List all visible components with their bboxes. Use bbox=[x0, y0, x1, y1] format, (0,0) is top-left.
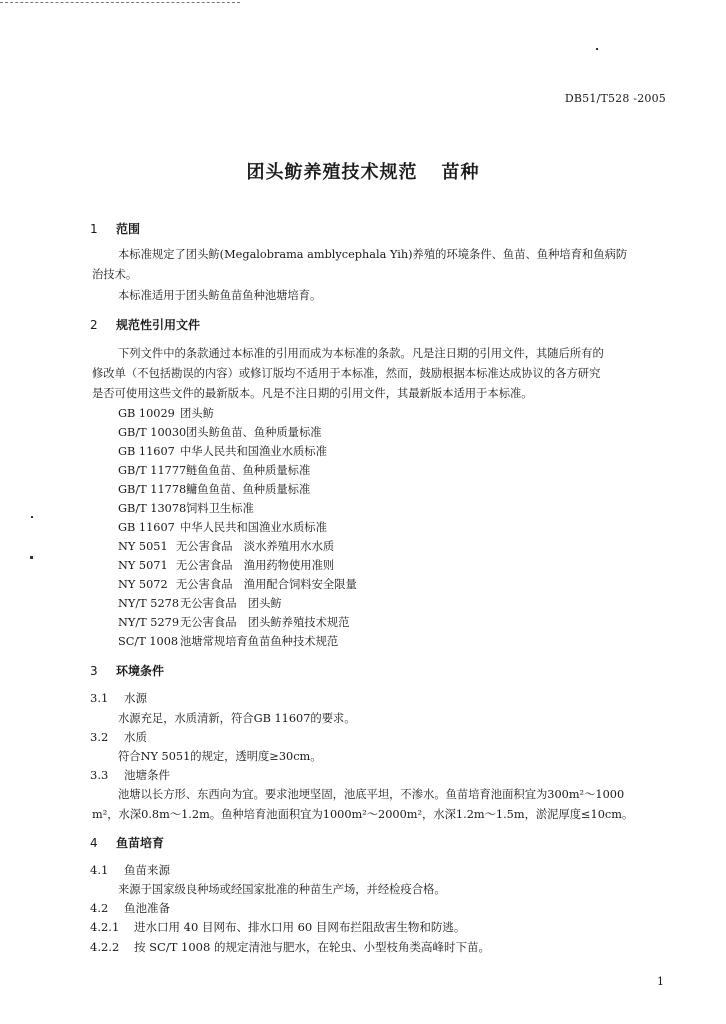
section-4-2-heading: 4.2 鱼池准备 bbox=[90, 901, 170, 915]
reference-item: GB 11607 中华人民共和国渔业水质标准 bbox=[118, 445, 327, 458]
section-1-paragraph-1-line-1: 本标准规定了团头鲂(Megalobrama amblycephala Yih)养殖的环境条件、鱼苗、鱼种培育和鱼病防 bbox=[118, 248, 628, 261]
section-4-1-text: 来源于国家级良种场或经国家批准的种苗生产场，并经检疫合格。 bbox=[118, 883, 446, 896]
reference-item: NY 5071 无公害食品 渔用药物使用准则 bbox=[118, 559, 335, 572]
section-4-1-heading: 4.1 鱼苗来源 bbox=[90, 863, 170, 877]
section-2-heading: 2 规范性引用文件 bbox=[90, 318, 201, 332]
reference-item: GB 11607 中华人民共和国渔业水质标准 bbox=[118, 521, 327, 534]
reference-item: GB/T 10030团头鲂鱼苗、鱼种质量标准 bbox=[118, 426, 322, 439]
reference-item: SC/T 1008 池塘常规培育鱼苗鱼种技术规范 bbox=[118, 635, 339, 648]
section-4-2-1: 4.2.1 进水口用 40 目网布、排水口用 60 目网布拦阻敌害生物和防逃。 bbox=[90, 920, 466, 934]
section-4-heading: 4 鱼苗培育 bbox=[90, 836, 165, 850]
section-1-paragraph-1-line-2: 治技术。 bbox=[92, 268, 138, 281]
scan-speck bbox=[30, 556, 33, 559]
section-3-2-text: 符合NY 5051的规定，透明度≥30cm。 bbox=[118, 750, 322, 763]
scan-speck bbox=[596, 48, 598, 50]
standard-number: DB51/T528 -2005 bbox=[564, 92, 666, 105]
section-3-3-heading: 3.3 池塘条件 bbox=[90, 768, 170, 782]
section-3-heading: 3 环境条件 bbox=[90, 664, 165, 678]
section-2-intro-line-1: 下列文件中的条款通过本标准的引用而成为本标准的条款。凡是注日期的引用文件，其随后所有的 bbox=[118, 347, 604, 360]
page-number: 1 bbox=[657, 975, 664, 988]
reference-item: NY 5051 无公害食品 淡水养殖用水水质 bbox=[118, 540, 335, 553]
section-2-intro-line-2: 修改单（不包括勘误的内容）或修订版均不适用于本标准，然而，鼓励根据本标准达成协议的各方研究 bbox=[92, 367, 601, 380]
reference-item: NY/T 5278无公害食品 团头鲂 bbox=[118, 597, 282, 610]
section-2-intro-line-3: 是否可使用这些文件的最新版本。凡是不注日期的引用文件，其最新版本适用于本标准。 bbox=[92, 387, 533, 400]
reference-item: GB/T 11777鲢鱼鱼苗、鱼种质量标准 bbox=[118, 464, 311, 477]
document-title bbox=[0, 158, 726, 184]
section-3-3-line-2: m²，水深0.8m～1.2m。鱼种培育池面积宜为1000m²～2000m²，水深1.2m～1.5m，淤泥厚度≤10cm。 bbox=[92, 808, 634, 821]
reference-item: GB/T 13078饲料卫生标准 bbox=[118, 502, 254, 515]
reference-item: NY 5072 无公害食品 渔用配合饲料安全限量 bbox=[118, 578, 357, 591]
reference-item: GB 10029 团头鲂 bbox=[118, 407, 214, 420]
reference-item: GB/T 11778鳙鱼鱼苗、鱼种质量标准 bbox=[118, 483, 311, 496]
section-3-2-heading: 3.2 水质 bbox=[90, 730, 147, 744]
scan-speck bbox=[31, 516, 33, 518]
title-main: 团头鲂养殖技术规范 bbox=[246, 162, 418, 183]
section-1-paragraph-2: 本标准适用于团头鲂鱼苗鱼种池塘培育。 bbox=[118, 289, 322, 302]
section-3-3-line-1: 池塘以长方形、东西向为宜。要求池埂坚固，池底平坦，不渗水。鱼苗培育池面积宜为300m²～1000 bbox=[118, 788, 625, 801]
top-scan-line bbox=[0, 2, 240, 3]
section-3-1-heading: 3.1 水源 bbox=[90, 691, 147, 705]
reference-item: NY/T 5279无公害食品 团头鲂养殖技术规范 bbox=[118, 616, 350, 629]
section-4-2-2: 4.2.2 按 SC/T 1008 的规定清池与肥水，在轮虫、小型枝角类高峰时下苗。 bbox=[90, 940, 490, 954]
title-sub: 苗种 bbox=[441, 162, 480, 183]
section-1-heading: 1 范围 bbox=[90, 222, 141, 236]
section-3-1-text: 水源充足，水质清新，符合GB 11607的要求。 bbox=[118, 712, 356, 725]
